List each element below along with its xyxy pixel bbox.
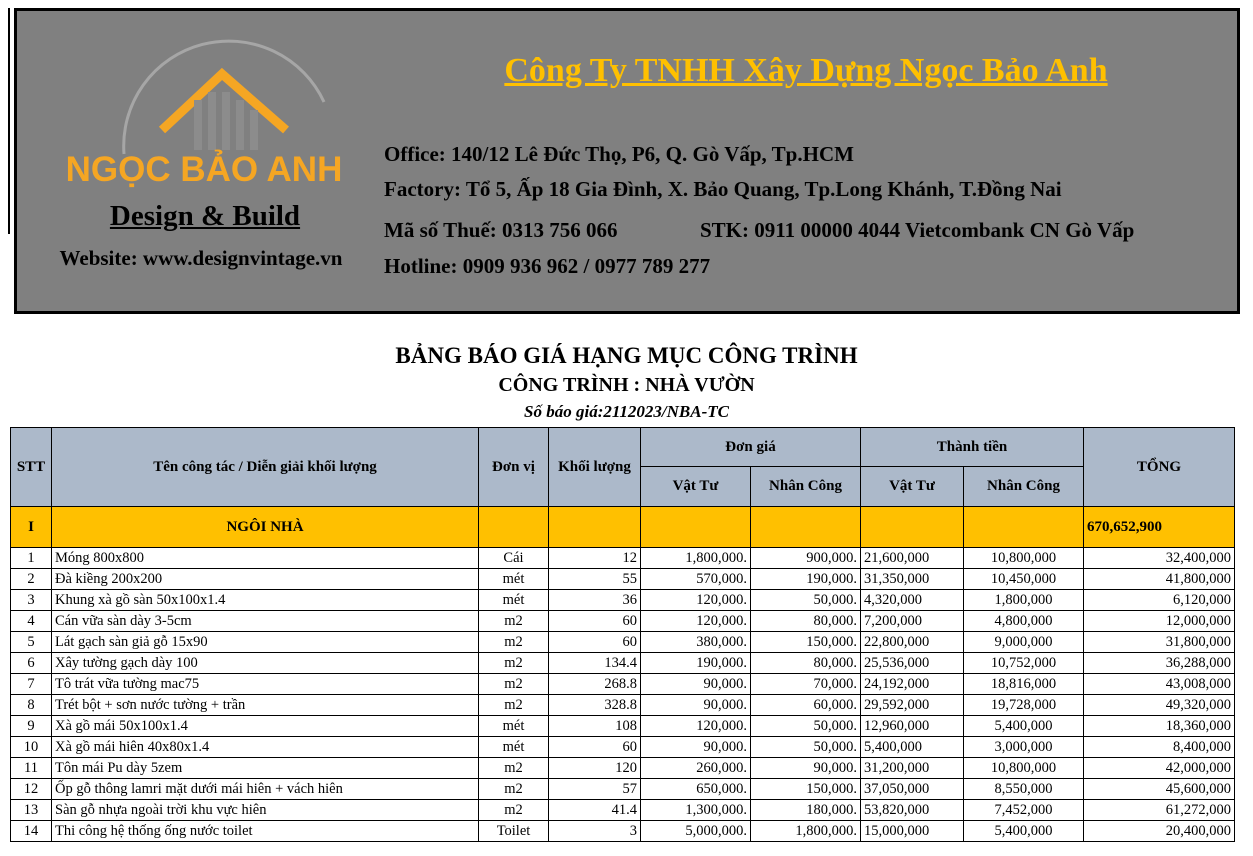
row-amount-labor: 10,800,000 xyxy=(964,758,1084,779)
row-unit-price-material: 1,300,000. xyxy=(641,800,751,821)
row-amount-material: 29,592,000 xyxy=(861,695,964,716)
company-name: Công Ty TNHH Xây Dựng Ngọc Bảo Anh xyxy=(504,52,1108,89)
row-unit-price-material: 5,000,000. xyxy=(641,821,751,842)
row-amount-labor: 18,816,000 xyxy=(964,674,1084,695)
row-amount-material: 31,200,000 xyxy=(861,758,964,779)
row-qty: 60 xyxy=(549,632,641,653)
row-stt: 11 xyxy=(11,758,52,779)
row-unit-price-labor: 80,000. xyxy=(751,653,861,674)
row-unit-price-material: 570,000. xyxy=(641,569,751,590)
row-unit-price-labor: 150,000. xyxy=(751,632,861,653)
row-unit: m2 xyxy=(479,758,549,779)
row-unit-price-material: 650,000. xyxy=(641,779,751,800)
row-name: Cán vữa sàn dày 3-5cm xyxy=(52,611,479,632)
row-unit-price-material: 120,000. xyxy=(641,590,751,611)
bank-account: STK: 0911 00000 4044 Vietcombank CN Gò Vấp xyxy=(700,218,1135,242)
row-total: 8,400,000 xyxy=(1084,737,1235,758)
row-unit: m2 xyxy=(479,779,549,800)
row-total: 36,288,000 xyxy=(1084,653,1235,674)
row-stt: 2 xyxy=(11,569,52,590)
row-unit-price-labor: 60,000. xyxy=(751,695,861,716)
row-unit: mét xyxy=(479,737,549,758)
row-amount-labor: 5,400,000 xyxy=(964,821,1084,842)
row-unit: Toilet xyxy=(479,821,549,842)
row-total: 42,000,000 xyxy=(1084,758,1235,779)
row-stt: 6 xyxy=(11,653,52,674)
row-qty: 268.8 xyxy=(549,674,641,695)
col-name: Tên công tác / Diễn giải khối lượng xyxy=(52,428,479,507)
row-total: 41,800,000 xyxy=(1084,569,1235,590)
row-amount-labor: 8,550,000 xyxy=(964,779,1084,800)
row-unit-price-material: 120,000. xyxy=(641,716,751,737)
row-unit: mét xyxy=(479,569,549,590)
section-row xyxy=(11,507,1235,548)
col-stt: STT xyxy=(11,428,52,507)
row-name: Tôn mái Pu dày 5zem xyxy=(52,758,479,779)
row-name: Ốp gỗ thông lamri mặt dưới mái hiên + vách hiên xyxy=(52,779,479,800)
row-total: 61,272,000 xyxy=(1084,800,1235,821)
section-total: 670,652,900 xyxy=(1084,507,1235,548)
row-amount-labor: 10,800,000 xyxy=(964,548,1084,569)
hotline: Hotline: 0909 936 962 / 0977 789 277 xyxy=(384,254,711,278)
row-name: Sàn gỗ nhựa ngoài trời khu vực hiên xyxy=(52,800,479,821)
row-name: Trét bột + sơn nước tường + trần xyxy=(52,695,479,716)
row-amount-material: 4,320,000 xyxy=(861,590,964,611)
row-total: 49,320,000 xyxy=(1084,695,1235,716)
row-qty: 120 xyxy=(549,758,641,779)
row-amount-material: 15,000,000 xyxy=(861,821,964,842)
quote-table xyxy=(10,427,1235,842)
table-row xyxy=(11,674,1235,695)
row-unit-price-labor: 90,000. xyxy=(751,758,861,779)
row-qty: 12 xyxy=(549,548,641,569)
table-row xyxy=(11,758,1235,779)
table-row xyxy=(11,653,1235,674)
row-amount-labor: 5,400,000 xyxy=(964,716,1084,737)
row-total: 45,600,000 xyxy=(1084,779,1235,800)
table-row xyxy=(11,569,1235,590)
row-name: Móng 800x800 xyxy=(52,548,479,569)
website-text: Website: www.designvintage.vn xyxy=(59,246,343,270)
row-total: 31,800,000 xyxy=(1084,632,1235,653)
row-qty: 3 xyxy=(549,821,641,842)
row-qty: 57 xyxy=(549,779,641,800)
row-amount-material: 21,600,000 xyxy=(861,548,964,569)
table-row xyxy=(11,632,1235,653)
row-stt: 9 xyxy=(11,716,52,737)
row-amount-material: 37,050,000 xyxy=(861,779,964,800)
row-amount-material: 24,192,000 xyxy=(861,674,964,695)
table-row xyxy=(11,695,1235,716)
row-unit-price-labor: 1,800,000. xyxy=(751,821,861,842)
row-stt: 4 xyxy=(11,611,52,632)
table-row xyxy=(11,716,1235,737)
row-unit-price-material: 190,000. xyxy=(641,653,751,674)
row-unit: Cái xyxy=(479,548,549,569)
row-unit-price-material: 380,000. xyxy=(641,632,751,653)
row-total: 6,120,000 xyxy=(1084,590,1235,611)
row-name: Thi công hệ thống ống nước toilet xyxy=(52,821,479,842)
col-unit-price-labor: Nhân Công xyxy=(751,467,861,507)
row-name: Tô trát vữa tường mac75 xyxy=(52,674,479,695)
row-name: Xây tường gạch dày 100 xyxy=(52,653,479,674)
table-row xyxy=(11,821,1235,842)
row-stt: 1 xyxy=(11,548,52,569)
row-amount-material: 7,200,000 xyxy=(861,611,964,632)
section-name: NGÔI NHÀ xyxy=(52,507,479,548)
row-amount-material: 12,960,000 xyxy=(861,716,964,737)
table-row xyxy=(11,737,1235,758)
row-amount-labor: 10,450,000 xyxy=(964,569,1084,590)
row-unit-price-labor: 180,000. xyxy=(751,800,861,821)
row-unit-price-material: 1,800,000. xyxy=(641,548,751,569)
row-amount-labor: 7,452,000 xyxy=(964,800,1084,821)
row-amount-labor: 9,000,000 xyxy=(964,632,1084,653)
row-name: Đà kiềng 200x200 xyxy=(52,569,479,590)
row-total: 12,000,000 xyxy=(1084,611,1235,632)
left-border-line xyxy=(8,8,10,234)
col-total: TỔNG xyxy=(1084,428,1235,507)
row-stt: 3 xyxy=(11,590,52,611)
row-stt: 8 xyxy=(11,695,52,716)
col-amount-material: Vật Tư xyxy=(861,467,964,507)
row-unit-price-labor: 50,000. xyxy=(751,590,861,611)
row-total: 18,360,000 xyxy=(1084,716,1235,737)
project-name: CÔNG TRÌNH : NHÀ VƯỜN xyxy=(498,374,755,396)
row-unit-price-labor: 900,000. xyxy=(751,548,861,569)
row-total: 32,400,000 xyxy=(1084,548,1235,569)
row-name: Lát gạch sàn giả gỗ 15x90 xyxy=(52,632,479,653)
row-amount-material: 25,536,000 xyxy=(861,653,964,674)
row-unit-price-labor: 70,000. xyxy=(751,674,861,695)
row-stt: 14 xyxy=(11,821,52,842)
row-qty: 41.4 xyxy=(549,800,641,821)
col-unit: Đơn vị xyxy=(479,428,549,507)
row-stt: 5 xyxy=(11,632,52,653)
row-amount-labor: 4,800,000 xyxy=(964,611,1084,632)
row-unit-price-labor: 80,000. xyxy=(751,611,861,632)
col-amount-labor: Nhân Công xyxy=(964,467,1084,507)
row-unit-price-material: 90,000. xyxy=(641,695,751,716)
row-amount-labor: 3,000,000 xyxy=(964,737,1084,758)
row-unit: m2 xyxy=(479,632,549,653)
row-qty: 60 xyxy=(549,611,641,632)
col-unit-price-material: Vật Tư xyxy=(641,467,751,507)
col-unit-price: Đơn giá xyxy=(641,428,861,467)
col-amount: Thành tiền xyxy=(861,428,1084,467)
row-unit: m2 xyxy=(479,653,549,674)
quote-number: Số báo giá:2112023/NBA-TC xyxy=(524,402,729,421)
row-stt: 13 xyxy=(11,800,52,821)
brand-name: NGỌC BẢO ANH xyxy=(65,150,343,189)
row-stt: 7 xyxy=(11,674,52,695)
row-qty: 328.8 xyxy=(549,695,641,716)
row-amount-labor: 19,728,000 xyxy=(964,695,1084,716)
row-name: Khung xà gồ sàn 50x100x1.4 xyxy=(52,590,479,611)
table-row xyxy=(11,548,1235,569)
section-stt: I xyxy=(11,507,52,548)
row-unit-price-labor: 50,000. xyxy=(751,716,861,737)
row-stt: 12 xyxy=(11,779,52,800)
row-unit-price-material: 120,000. xyxy=(641,611,751,632)
row-unit: m2 xyxy=(479,800,549,821)
row-amount-material: 5,400,000 xyxy=(861,737,964,758)
row-total: 20,400,000 xyxy=(1084,821,1235,842)
row-qty: 108 xyxy=(549,716,641,737)
table-row xyxy=(11,800,1235,821)
row-unit-price-material: 260,000. xyxy=(641,758,751,779)
row-unit-price-labor: 190,000. xyxy=(751,569,861,590)
row-amount-material: 22,800,000 xyxy=(861,632,964,653)
row-name: Xà gồ mái hiên 40x80x1.4 xyxy=(52,737,479,758)
row-qty: 36 xyxy=(549,590,641,611)
row-amount-labor: 10,752,000 xyxy=(964,653,1084,674)
row-amount-material: 31,350,000 xyxy=(861,569,964,590)
row-stt: 10 xyxy=(11,737,52,758)
row-qty: 60 xyxy=(549,737,641,758)
row-qty: 134.4 xyxy=(549,653,641,674)
row-unit-price-labor: 50,000. xyxy=(751,737,861,758)
row-name: Xà gồ mái 50x100x1.4 xyxy=(52,716,479,737)
row-total: 43,008,000 xyxy=(1084,674,1235,695)
row-unit: m2 xyxy=(479,695,549,716)
row-unit: m2 xyxy=(479,611,549,632)
table-row xyxy=(11,590,1235,611)
brand-tagline: Design & Build xyxy=(109,200,301,232)
row-unit: mét xyxy=(479,590,549,611)
row-amount-material: 53,820,000 xyxy=(861,800,964,821)
col-qty: Khối lượng xyxy=(549,428,641,507)
row-unit-price-material: 90,000. xyxy=(641,674,751,695)
row-amount-labor: 1,800,000 xyxy=(964,590,1084,611)
row-unit: m2 xyxy=(479,674,549,695)
table-row xyxy=(11,779,1235,800)
office-address: Office: 140/12 Lê Đức Thọ, P6, Q. Gò Vấp, Tp.HCM xyxy=(384,142,854,166)
row-unit: mét xyxy=(479,716,549,737)
row-unit-price-labor: 150,000. xyxy=(751,779,861,800)
tax-code: Mã số Thuế: 0313 756 066 xyxy=(384,218,618,242)
document-title: BẢNG BÁO GIÁ HẠNG MỤC CÔNG TRÌNH xyxy=(395,343,858,368)
table-row xyxy=(11,611,1235,632)
row-qty: 55 xyxy=(549,569,641,590)
row-unit-price-material: 90,000. xyxy=(641,737,751,758)
factory-address: Factory: Tổ 5, Ấp 18 Gia Đình, X. Bảo Quang, Tp.Long Khánh, T.Đồng Nai xyxy=(384,177,1062,201)
